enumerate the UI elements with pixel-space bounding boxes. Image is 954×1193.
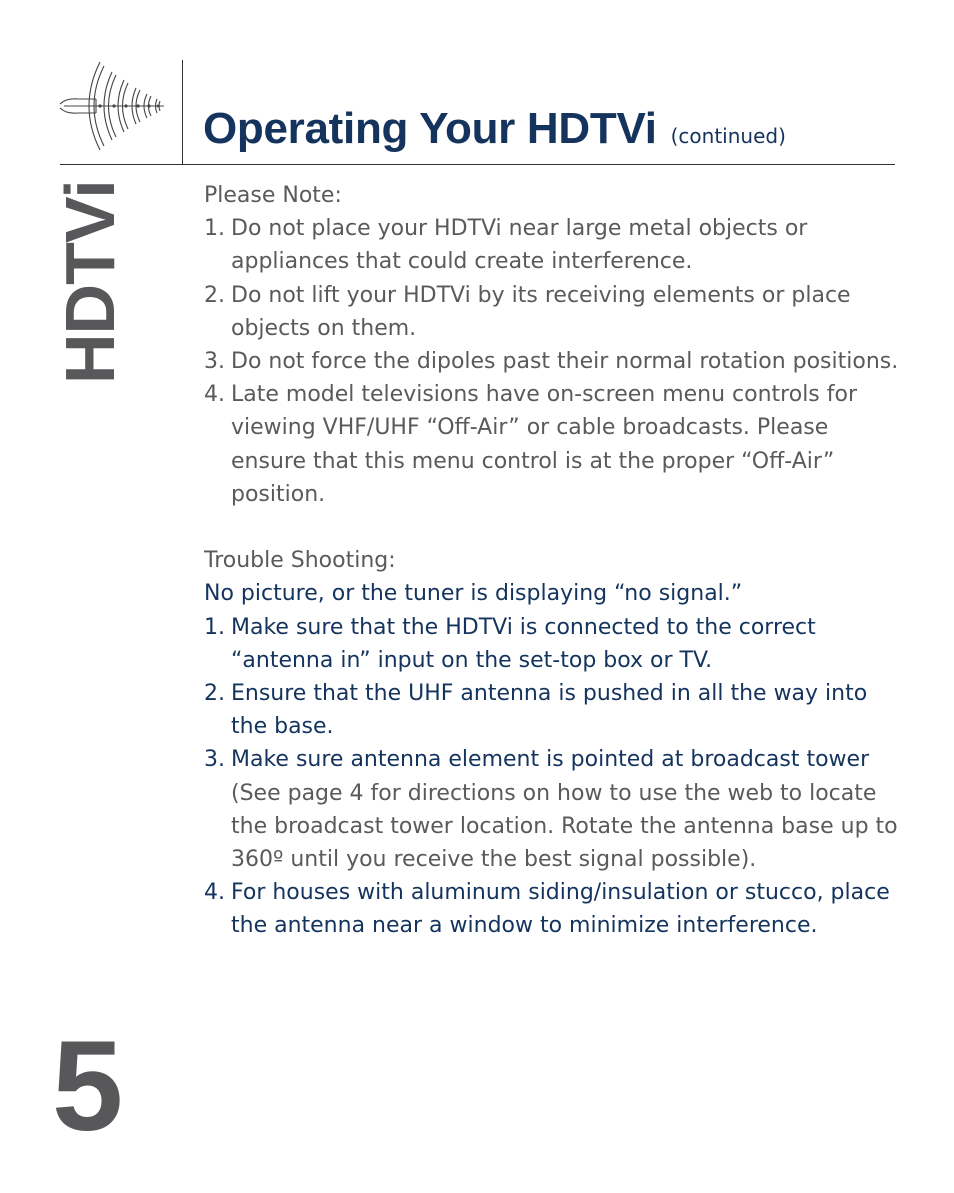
trouble-item — [204, 677, 904, 743]
note-item-text: Do not place your HDTVi near large metal objects or appliances that could create interference. — [231, 216, 808, 275]
antenna-logo-icon — [56, 58, 168, 154]
section-spacer — [204, 511, 904, 544]
note-item — [204, 212, 904, 278]
trouble-item-number: 3. — [204, 747, 225, 773]
trouble-item — [204, 876, 904, 942]
note-item — [204, 345, 904, 378]
note-item-text: Do not lift your HDTVi by its receiving elements or place objects on them. — [231, 282, 851, 341]
note-item-number: 1. — [204, 216, 225, 242]
note-item — [204, 279, 904, 345]
trouble-item-extra: (See page 4 for directions on how to use the web to locate the broadcast tower location. Rotate the antenna base up to 360º until you receive the best signal possible). — [231, 780, 898, 873]
page-title-continued: (continued) — [670, 124, 786, 148]
trouble-heading: Trouble Shooting: — [204, 548, 396, 574]
trouble-item — [204, 743, 904, 876]
note-item-number: 2. — [204, 282, 225, 308]
trouble-list — [204, 611, 904, 943]
trouble-item-number: 4. — [204, 880, 225, 906]
note-heading: Please Note: — [204, 183, 342, 208]
page-number: 5 — [52, 1015, 124, 1158]
side-brand-label: HDTVi — [51, 180, 129, 384]
note-item — [204, 378, 904, 511]
trouble-item-text: Make sure antenna element is pointed at broadcast tower — [231, 747, 870, 773]
trouble-item-text: Ensure that the UHF antenna is pushed in all the way into the base. — [231, 681, 868, 740]
page-content — [204, 179, 904, 943]
header-vertical-divider — [182, 60, 183, 164]
trouble-problem: No picture, or the tuner is displaying “no signal.” — [204, 581, 743, 607]
note-item-number: 3. — [204, 349, 225, 375]
note-list — [204, 212, 904, 511]
trouble-item — [204, 611, 904, 677]
page-title — [203, 104, 786, 154]
trouble-item-text: Make sure that the HDTVi is connected to the correct “antenna in” input on the set-top box or TV. — [231, 614, 816, 673]
trouble-item-number: 2. — [204, 681, 225, 707]
note-item-text: Do not force the dipoles past their normal rotation positions. — [231, 349, 899, 375]
page-title-main: Operating Your HDTVi — [203, 104, 657, 153]
header-horizontal-divider — [60, 164, 895, 165]
note-item-number: 4. — [204, 382, 225, 408]
trouble-item-number: 1. — [204, 614, 225, 640]
note-item-text: Late model televisions have on-screen menu controls for viewing VHF/UHF “Off-Air” or cable broadcasts. Please ensure that this menu control is at the proper “Off-Air” position. — [231, 382, 858, 507]
trouble-item-text: For houses with aluminum siding/insulation or stucco, place the antenna near a window to minimize interference. — [231, 880, 890, 939]
